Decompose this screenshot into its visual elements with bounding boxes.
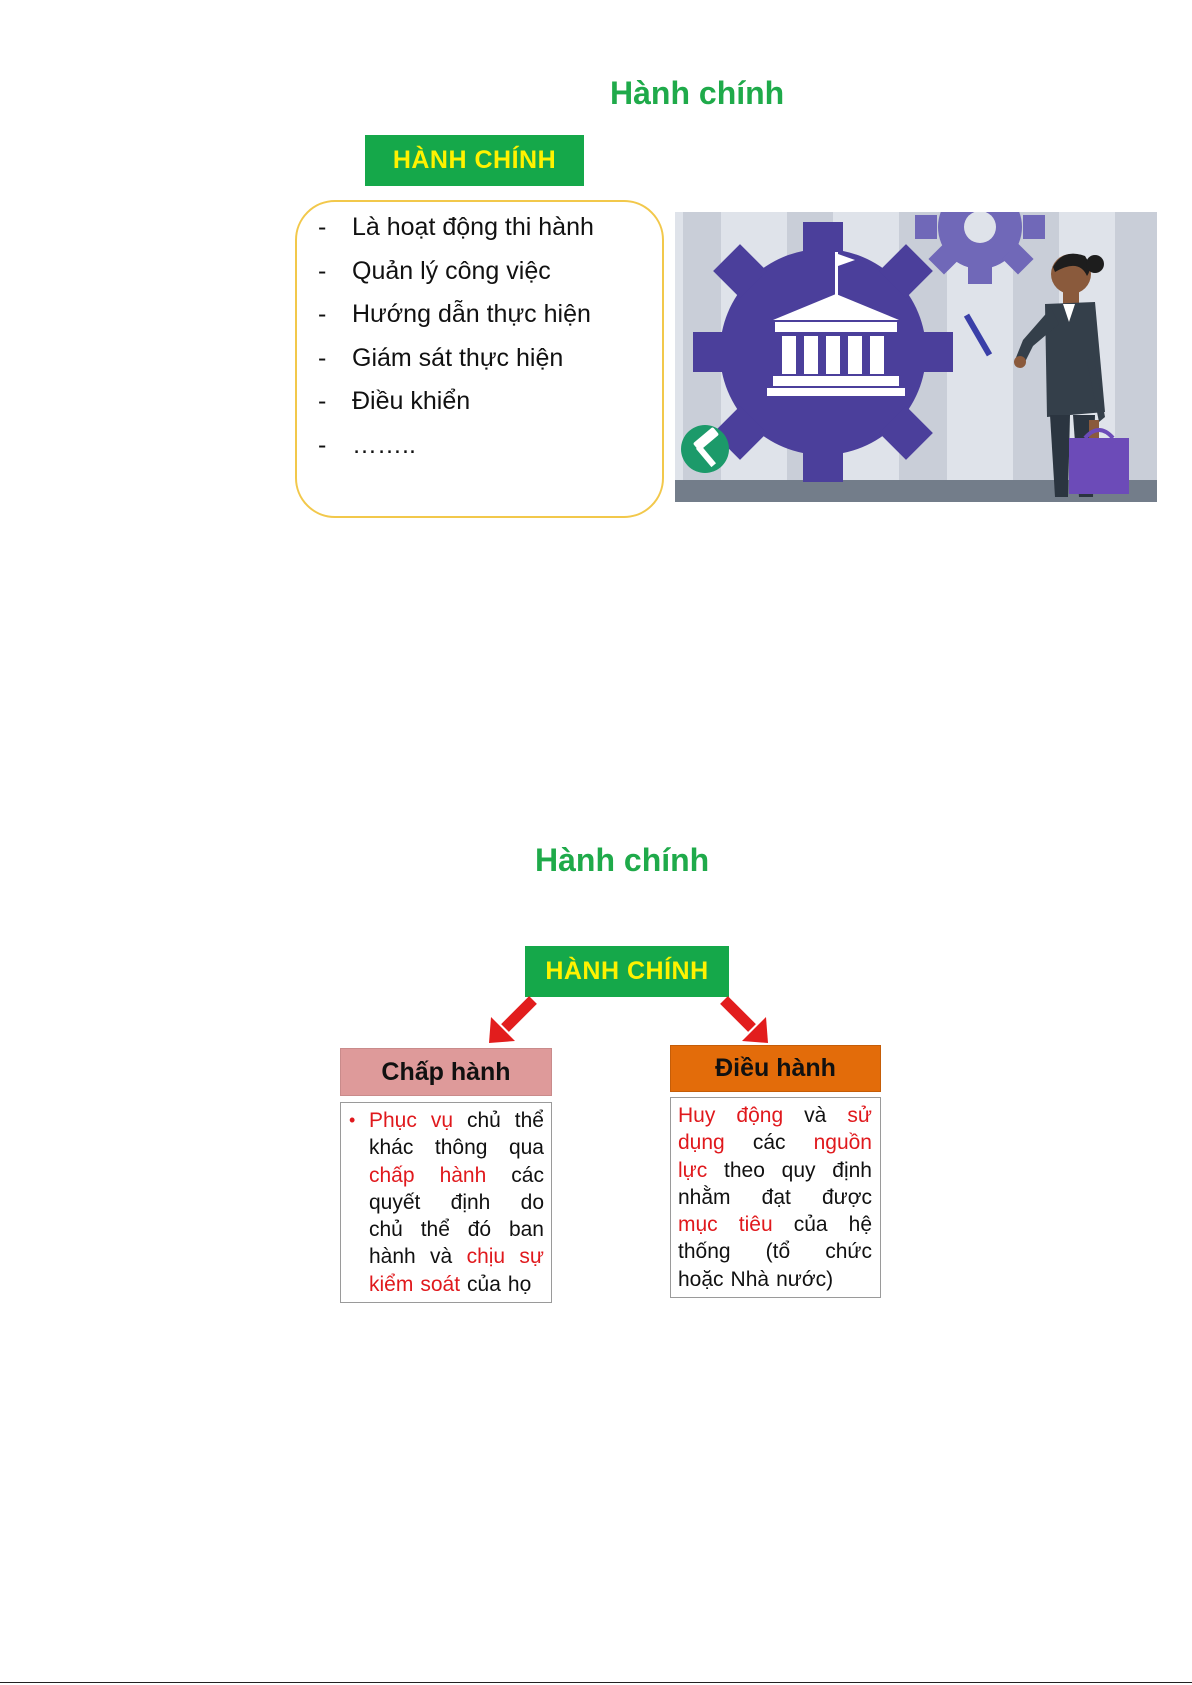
text-line: [369, 1243, 544, 1270]
text-word: soát: [420, 1272, 461, 1296]
list-item-text: Là hoạt động thi hành: [352, 213, 594, 241]
list-item-text: Hướng dẫn thực hiện: [352, 300, 591, 328]
arrow-down-left-icon: [485, 995, 540, 1045]
dash-marker: -: [318, 300, 327, 328]
text-word: của: [467, 1272, 501, 1296]
text-line: [369, 1271, 544, 1298]
dash-marker: -: [318, 387, 327, 415]
text-word: thể: [420, 1218, 450, 1242]
text-word: thống: [678, 1240, 731, 1264]
text-line: [678, 1211, 872, 1238]
slide2-title: Hành chính: [535, 842, 710, 878]
dieu-hanh-text-box: [670, 1097, 881, 1298]
list-item-text: ……..: [352, 430, 416, 459]
bullet-marker: •: [349, 1110, 356, 1130]
dash-marker: -: [318, 256, 327, 285]
text-word: của: [793, 1213, 828, 1237]
text-word: hành: [439, 1163, 487, 1187]
text-word: do: [520, 1190, 544, 1214]
text-word: ban: [508, 1218, 544, 1242]
text-word: sự: [519, 1245, 544, 1269]
text-line: [678, 1157, 872, 1184]
text-word: hệ: [848, 1213, 872, 1237]
slide1-title: Hành chính: [610, 75, 785, 111]
text-word: qua: [508, 1136, 544, 1160]
text-word: đạt: [761, 1185, 791, 1209]
text-word: hành: [369, 1245, 416, 1269]
text-word: định: [450, 1190, 491, 1214]
gear-icon: [693, 222, 953, 482]
text-word: sử: [847, 1104, 872, 1127]
text-word: vụ: [430, 1109, 454, 1132]
text-word: nước): [776, 1267, 834, 1291]
list-item-text: Quản lý công việc: [352, 256, 551, 285]
text-line: [678, 1238, 872, 1265]
text-word: nguồn: [813, 1131, 872, 1155]
text-line: [678, 1184, 872, 1211]
text-line: [678, 1129, 872, 1156]
chap-hanh-text-box: [340, 1102, 552, 1303]
text-word: chủ: [466, 1109, 501, 1132]
text-word: chịu: [466, 1245, 506, 1269]
chap-hanh-heading: Chấp hành: [340, 1048, 552, 1096]
chap-hanh-lines: [369, 1107, 544, 1298]
dieu-hanh-heading: Điều hành: [670, 1045, 881, 1092]
text-word: chấp: [369, 1163, 415, 1187]
text-word: định: [832, 1158, 872, 1182]
text-word: các: [752, 1131, 786, 1155]
text-word: tiêu: [738, 1213, 773, 1237]
text-word: nhằm: [678, 1185, 731, 1209]
text-word: kiểm: [369, 1272, 414, 1296]
text-word: khác: [369, 1136, 414, 1160]
list-item-text: Giám sát thực hiện: [352, 343, 564, 372]
text-word: và: [430, 1245, 453, 1269]
text-word: quyết: [369, 1190, 421, 1214]
page-bottom-rule: [0, 1682, 1192, 1683]
text-line: [678, 1102, 872, 1129]
gavel-icon: [681, 425, 729, 473]
arrow-down-right-icon: [717, 995, 772, 1045]
text-word: quy: [781, 1158, 816, 1182]
text-word: được: [821, 1185, 872, 1209]
text-line: [369, 1216, 544, 1243]
dash-marker: -: [318, 343, 327, 372]
text-word: và: [804, 1104, 827, 1127]
text-line: [369, 1162, 544, 1189]
text-word: theo: [724, 1158, 765, 1182]
text-word: Nhà: [730, 1267, 770, 1291]
text-word: mục: [678, 1213, 718, 1237]
text-line: [369, 1189, 544, 1216]
text-word: đó: [467, 1218, 492, 1242]
text-word: Huy: [678, 1104, 716, 1127]
text-line: [678, 1266, 872, 1293]
slide2-badge: HÀNH CHÍNH: [525, 946, 729, 997]
text-word: chủ: [369, 1218, 403, 1242]
text-word: Phục: [369, 1109, 417, 1132]
text-word: dụng: [678, 1131, 725, 1155]
text-word: các: [511, 1163, 544, 1187]
text-word: thể: [514, 1109, 544, 1132]
text-word: động: [736, 1104, 784, 1127]
text-word: chức: [825, 1240, 872, 1264]
slide1-badge: HÀNH CHÍNH: [365, 135, 584, 186]
dieu-hanh-lines: [678, 1102, 872, 1293]
government-illustration: [675, 212, 1157, 502]
text-line: [369, 1134, 544, 1161]
text-word: hoặc: [678, 1267, 724, 1291]
slide1-list: [318, 213, 658, 513]
text-word: thông: [434, 1136, 488, 1160]
text-line: [369, 1107, 544, 1134]
list-item-text: Điều khiển: [352, 387, 471, 415]
dash-marker: -: [318, 430, 327, 459]
dash-marker: -: [318, 213, 327, 241]
text-word: (tổ: [765, 1240, 791, 1264]
text-word: lực: [678, 1158, 708, 1182]
text-word: họ: [507, 1272, 532, 1296]
